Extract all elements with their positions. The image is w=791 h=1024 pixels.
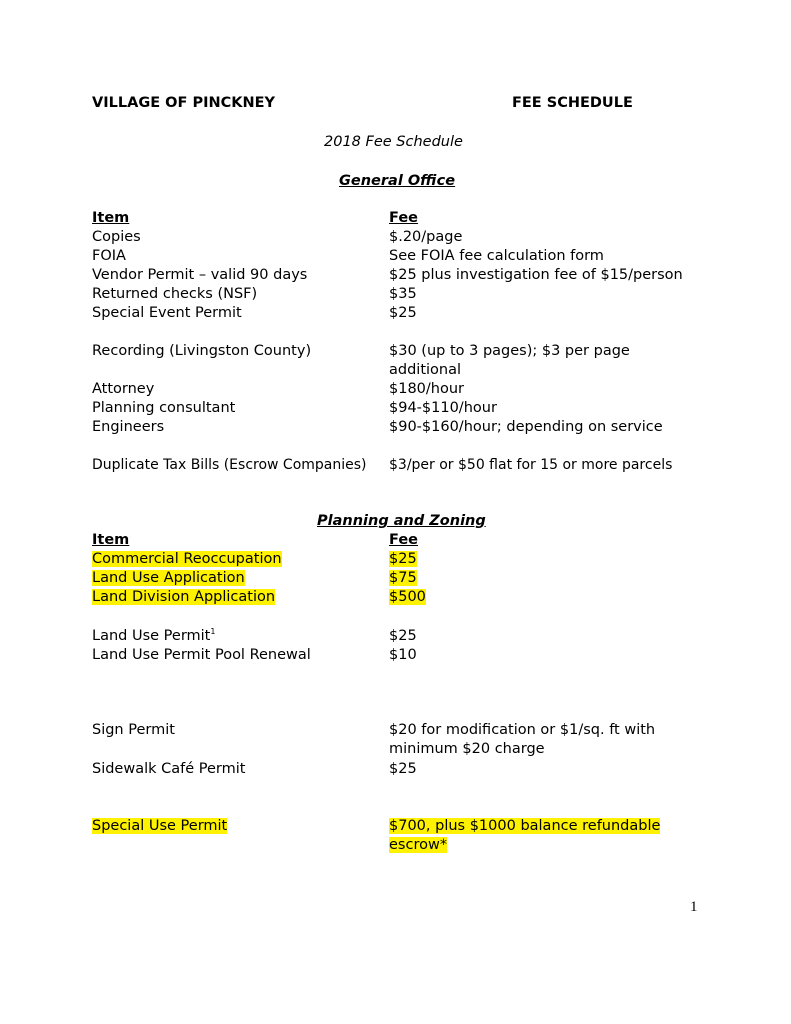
highlighted-row-fee: $700, plus $1000 balance refundable bbox=[389, 818, 661, 834]
column-header-fee: Fee bbox=[389, 532, 418, 548]
row-item: Planning consultant bbox=[92, 400, 236, 416]
row-fee: $25 bbox=[389, 761, 417, 777]
row-item: Engineers bbox=[92, 419, 165, 435]
row-fee-continuation: additional bbox=[389, 362, 462, 378]
row-item-text: Land Use Permit bbox=[92, 628, 211, 644]
row-fee: $20 for modification or $1/sq. ft with bbox=[389, 722, 656, 738]
row-item: Special Event Permit bbox=[92, 305, 242, 321]
column-header-item: Item bbox=[92, 210, 130, 226]
highlighted-row-fee-continuation: escrow* bbox=[389, 837, 448, 853]
row-fee: $30 (up to 3 pages); $3 per page bbox=[389, 343, 630, 359]
row-fee: $.20/page bbox=[389, 229, 463, 245]
row-fee: $180/hour bbox=[389, 381, 464, 397]
highlighted-row-fee: $25 bbox=[389, 551, 417, 567]
footnote-marker: 1 bbox=[210, 627, 216, 637]
row-fee: $90-$160/hour; depending on service bbox=[389, 419, 663, 435]
row-item: Sign Permit bbox=[92, 722, 175, 738]
document-title: FEE SCHEDULE bbox=[512, 95, 633, 111]
row-item: Sidewalk Café Permit bbox=[92, 761, 246, 777]
row-item bbox=[92, 627, 215, 646]
row-item: Recording (Livingston County) bbox=[92, 343, 312, 359]
highlighted-row-item: Special Use Permit bbox=[92, 818, 228, 834]
row-item: Land Use Permit Pool Renewal bbox=[92, 647, 311, 663]
row-fee: $25 bbox=[389, 628, 417, 644]
highlighted-row-item: Commercial Reoccupation bbox=[92, 551, 282, 567]
document-subtitle: 2018 Fee Schedule bbox=[324, 134, 463, 150]
row-fee: $25 plus investigation fee of $15/person bbox=[389, 267, 683, 283]
row-fee: $3/per or $50 flat for 15 or more parcels bbox=[389, 457, 673, 473]
row-item: Attorney bbox=[92, 381, 155, 397]
highlighted-row-item: Land Division Application bbox=[92, 589, 276, 605]
highlighted-row-item: Land Use Application bbox=[92, 570, 245, 586]
highlighted-row-fee: $500 bbox=[389, 589, 426, 605]
row-fee: $25 bbox=[389, 305, 417, 321]
row-fee: $94-$110/hour bbox=[389, 400, 497, 416]
row-item: Returned checks (NSF) bbox=[92, 286, 258, 302]
row-fee: $10 bbox=[389, 647, 417, 663]
row-item: FOIA bbox=[92, 248, 126, 264]
row-item: Copies bbox=[92, 229, 141, 245]
highlighted-row-fee: $75 bbox=[389, 570, 417, 586]
row-item: Vendor Permit – valid 90 days bbox=[92, 267, 308, 283]
column-header-item: Item bbox=[92, 532, 130, 548]
row-fee: $35 bbox=[389, 286, 417, 302]
section-title-planning-zoning: Planning and Zoning bbox=[317, 513, 486, 529]
row-fee: See FOIA fee calculation form bbox=[389, 248, 604, 264]
column-header-fee: Fee bbox=[389, 210, 418, 226]
page-number: 1 bbox=[690, 899, 698, 915]
village-name: VILLAGE OF PINCKNEY bbox=[92, 95, 276, 111]
section-title-general-office: General Office bbox=[339, 173, 456, 189]
row-fee-continuation: minimum $20 charge bbox=[389, 741, 545, 757]
row-item: Duplicate Tax Bills (Escrow Companies) bbox=[92, 457, 367, 473]
